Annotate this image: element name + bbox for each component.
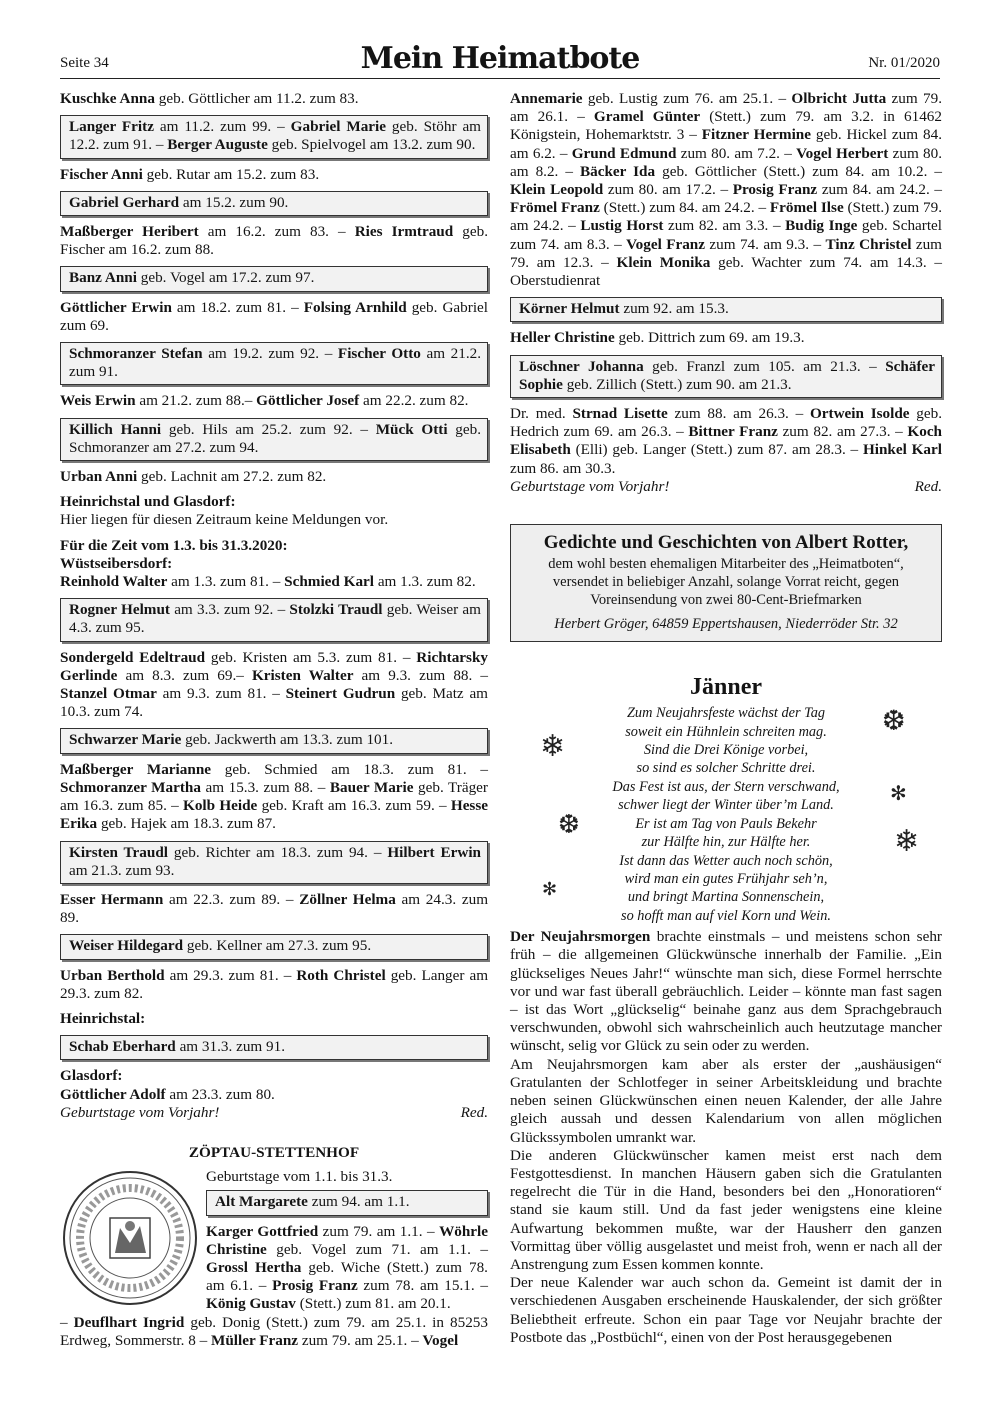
snowflake-icon: ❄ (540, 730, 566, 764)
birthday-box: Schab Eberhard am 31.3. zum 91. (60, 1035, 488, 1060)
signature-line: Geburtstage vom Vorjahr! Red. (60, 1103, 488, 1121)
birthday-entry: Karger Gottfried zum 79. am 1.1. – Wöhrle Christine geb. Vogel zum 71. am 1.1. – Grossl Hertha geb. Wiche (Stett.) zum 78. am 6.1. – Prosig Franz zum 78. am 15.1. – König Gustav (Stett.) zum 81. am 20.1. (206, 1222, 488, 1313)
birthday-box: Kirsten Traudl geb. Richter am 18.3. zum 94. – Hilbert Erwin am 21.3. zum 93. (60, 841, 488, 884)
birthday-entry: Sondergeld Edeltraud geb. Kristen am 5.3. zum 81. – Richtarsky Gerlinde am 8.3. zum 69.– Kristen Walter am 9.3. zum 88. – Stanzel Otmar am 9.3. zum 81. – Steinert Gudrun geb. Matz am 10.3. zum 74. (60, 648, 489, 721)
birthday-box: Banz Anni geb. Vogel am 17.2. zum 97. (60, 266, 488, 291)
ad-text: dem wohl besten ehemaligen Mitarbeiter des „Heimatboten“, versendet in beliebiger Anzahl, solange Vorrat reicht, gegen Voreinsendung von zwei 80-Cent-Briefmarken (548, 556, 904, 609)
right-column (510, 90, 942, 1347)
birthday-entry: Göttlicher Erwin am 18.2. zum 81. – Folsing Arnhild geb. Gabriel zum 69. (60, 298, 488, 334)
birthday-box: Schmoranzer Stefan am 19.2. zum 92. – Fischer Otto am 21.2. zum 91. (60, 342, 488, 385)
birthday-entry: Göttlicher Adolf am 23.3. zum 80. (60, 1085, 275, 1103)
birthday-box: Löschner Johanna geb. Franzl zum 105. am 21.3. – Schäfer Sophie geb. Zillich (Stett.) zum 90. am 21.3. (510, 355, 942, 398)
birthday-entry: Urban Anni geb. Lachnit am 27.2. zum 82. (60, 468, 327, 486)
section-heading: Glasdorf: (60, 1067, 123, 1085)
birthday-box: Schwarzer Marie geb. Jackwerth am 13.3. zum 101. (60, 728, 488, 753)
section-heading: Heinrichstal: (60, 1009, 146, 1027)
poem-title: Jänner (690, 674, 762, 701)
birthday-entry: Urban Berthold am 29.3. zum 81. – Roth Christel geb. Langer am 29.3. zum 82. (60, 966, 489, 1002)
section-title: ZÖPTAU-STETTENHOF (188, 1143, 360, 1161)
birthday-entry: Reinhold Walter am 1.3. zum 81. – Schmied Karl am 1.3. zum 82. (60, 573, 476, 591)
advertisement-box (510, 524, 942, 642)
snowflake-icon: ❆ (558, 810, 580, 840)
birthday-box: Langer Fritz am 11.2. zum 99. – Gabriel Marie geb. Stöhr am 12.2. zum 91. – Berger Auguste geb. Spielvogel am 13.2. zum 90. (60, 115, 488, 158)
birthday-entry: Dr. med. Strnad Lisette zum 88. am 26.3. – Ortwein Isolde geb. Hedrich zum 69. am 26.3. – Bittner Franz zum 82. am 27.3. – Koch Elisabeth (Elli) geb. Langer (Stett.) zum 87. am 28.3. – Hinkel Karl zum 86. am 30.3. (510, 405, 943, 477)
page-number: Seite 34 (60, 55, 109, 71)
zoeptau-entries (206, 1168, 488, 1313)
article-paragraph: Die anderen Glückwünscher kamen meist erst nach dem Festgottesdienst. In manchen Häusern gaben sich die Gratulanten regelrecht die Tür in die Hand, besonders bei den „Honoratioren“ stand sie kaum still. Und da fast jeder wenigstens eine kleine Aufwartung bekommen mußte, war der Hausherr den ganzen Vormittag über völlig ausgelastet und meist froh, wenn er nach all der Anstrengung zum Essen kommen konnte. (510, 1146, 942, 1273)
snowflake-icon: ✻ (890, 783, 907, 806)
ad-address: Herbert Gröger, 64859 Eppertshausen, Niederröder Str. 32 (554, 616, 898, 633)
birthday-entry: Esser Hermann am 22.3. zum 89. – Zöllner Helma am 24.3. zum 89. (60, 890, 489, 927)
birthday-entry: Annemarie geb. Lustig zum 76. am 25.1. – Olbricht Jutta zum 79. am 26.1. – Gramel Günter (Stett.) zum 79. am 3.2. in 61462 Königstein, Hohemarktstr. 3 – Fitzner Hermine geb. Hickel zum 84. am 6.2. – Grund Edmund zum 80. am 7.2. – Vogel Herbert zum 80. am 8.2. – Bäcker Ida geb. Göttlicher (Stett.) zum 84. am 10.2. – Klein Leopold zum 80. am 17.2. – Prosig Franz zum 84. am 24.2. – Frömel Franz (Stett.) zum 84. am 24.2. – Frömel Ilse (Stett.) zum 79. am 24.2. – Lustig Horst zum 82. am 3.3. – Budig Inge geb. Schartel zum 74. am 8.3. – Vogel Franz zum 74. am 9.3. – Tinz Christel zum 79. am 12.3. – Klein Monika geb. Wachter zum 74. am 14.3. – Oberstudienrat (510, 90, 943, 290)
snowflake-icon: ❆ (882, 706, 906, 738)
poem-lines: Zum Neujahrsfeste wächst der Tag soweit ein Hühnlein schreiten mag. Sind die Drei Könige vorbei, so sind es solcher Schritte drei. Das Fest ist aus, der Stern verschwand, schwer liegt der Winter über’m Land. Er ist am Tag von Pauls Bekehr zur Hälfte hin, zur Hälfte her. Ist dann das Wetter auch noch schön, wird man ein gutes Frühjahr seh’n, und bringt Martina Sonnenschein, so hofft man auf viel Korn und Wein. (612, 705, 840, 924)
date-range-heading: Für die Zeit vom 1.3. bis 31.3.2020: (60, 536, 288, 554)
birthday-box: Gabriel Gerhard am 15.2. zum 90. (60, 191, 488, 216)
snowflake-icon: ✻ (542, 879, 558, 900)
article-paragraph: Der Neujahrsmorgen brachte einstmals – und meistens schon sehr früh – die allgemeinen Glückwünsche innerhalb der Familie. „Ein glückseliges Neues Jahr!“ wünschte man sich, diese Formel herrschte vor und war fast überall gebräuchlich. Leider – könnte man fast sagen – ist das Wort „glückselig“ beinahe ganz aus dem Sprachgebrauch verschwunden, obwohl sich wahrscheinlich auch heutzutage mancher wünscht, selig vor Glück zu sein oder zu werden. (510, 928, 942, 1055)
birthday-box: Alt Margarete zum 94. am 1.1. (206, 1190, 488, 1215)
article-paragraph: Der neue Kalender war auch schon da. Gemeint ist damit der in verschiedenen Ausgaben erscheinende Hauskalender, der sich größter Beliebtheit erfreute. Schon ein paar Tage vor Neujahr brachte der Postbote das „Postbüchl“, einen von der Post herausgegebenen (510, 1274, 942, 1346)
birthday-entry: Fischer Anni geb. Rutar am 15.2. zum 83. (60, 165, 320, 183)
birthday-entry: Kuschke Anna geb. Göttlicher am 11.2. zum 83. (60, 90, 359, 107)
birthday-entry: – Deuflhart Ingrid geb. Donig (Stett.) zum 79. am 25.1. in 85253 Erdweg, Sommerstr. 8 – Müller Franz zum 79. am 25.1. – Vogel (60, 1313, 488, 1349)
municipal-seal-icon (60, 1168, 200, 1308)
zoeptau-section (60, 1168, 488, 1313)
birthday-box: Rogner Helmut am 3.3. zum 92. – Stolzki Traudl geb. Weiser am 4.3. zum 95. (60, 598, 488, 641)
section-heading: Wüstseibersdorf: (60, 554, 173, 572)
birthday-box: Weiser Hildegard geb. Kellner am 27.3. zum 95. (60, 934, 488, 959)
birthday-entry: Maßberger Heribert am 16.2. zum 83. – Ries Irmtraud geb. Fischer am 16.2. zum 88. (60, 223, 488, 259)
section-heading: Heinrichstal und Glasdorf: Hier liegen für diesen Zeitraum keine Meldungen vor. (60, 493, 389, 529)
birthday-box: Körner Helmut zum 92. am 15.3. (510, 297, 942, 322)
signature-line: Geburtstage vom Vorjahr! Red. (510, 477, 942, 495)
masthead-logo: Mein Heimatbote (360, 41, 640, 76)
ad-title: Gedichte und Geschichten von Albert Rotter, (543, 532, 909, 554)
page-header (60, 42, 940, 79)
birthday-box: Killich Hanni geb. Hils am 25.2. zum 92. – Mück Otti geb. Schmoranzer am 27.2. zum 94. (60, 418, 488, 461)
issue-number: Nr. 01/2020 (868, 55, 940, 71)
birthday-entry: Weis Erwin am 21.2. zum 88.– Göttlicher Josef am 22.2. zum 82. (60, 392, 469, 410)
birthday-entry: Heller Christine geb. Dittrich zum 69. am 19.3. (510, 329, 805, 347)
birthday-entry: Maßberger Marianne geb. Schmied am 18.3. zum 81. – Schmoranzer Martha am 15.3. zum 88. – Bauer Marie geb. Träger am 16.3. zum 85. – Kolb Heide geb. Kraft am 16.3. zum 59. – Hesse Erika geb. Hajek am 18.3. zum 87. (60, 760, 489, 833)
snowflake-icon: ❄ (894, 825, 920, 859)
article-paragraph: Am Neujahrsmorgen kam aber als erster der „aushäusigen“ Gratulanten der Schlotfeger in seiner Arbeitskleidung und brachte neben seinen Glückwünschen einen neuen Kalender, der alle Jahre gleich aussah und dessen Kalendarium von allen möglichen Glückssymbolen umrankt war. (510, 1055, 942, 1146)
poem (510, 672, 942, 922)
left-column (60, 90, 488, 1357)
date-range: Geburtstage vom 1.1. bis 31.3. (206, 1168, 393, 1186)
